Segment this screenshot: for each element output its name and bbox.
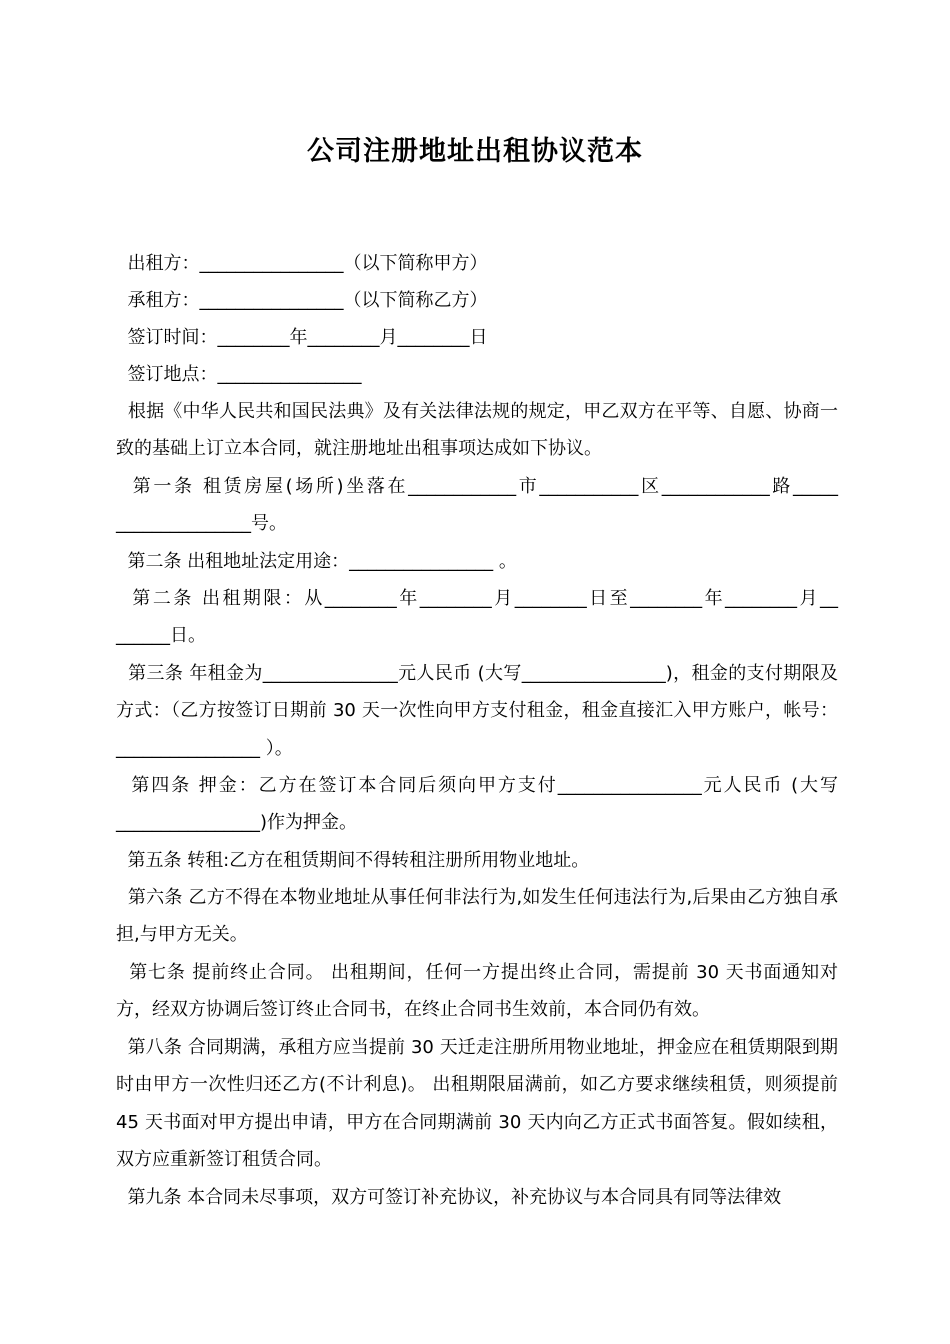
article-5-paragraph: 第五条 转租:乙方在租赁期间不得转租注册所用物业地址。 <box>116 850 590 871</box>
article-4-paragraph: 第四条 押金：乙方在签订本合同后须向甲方支付________________元人民币 (大写________________)作为押金。 <box>116 775 838 834</box>
article-2-use-paragraph: 第二条 出租地址法定用途：________________ 。 <box>116 551 517 572</box>
article-3-paragraph: 第三条 年租金为_______________元人民币 (大写________________)，租金的支付期限及方式：（乙方按签订日期前 30 天一次性向甲方支付租金，租金直接汇入甲方账户，帐号：________________ ）。 <box>116 663 838 759</box>
signing-place-line: 签订地点：________________ <box>116 364 362 385</box>
lessor-line: 出租方：________________（以下简称甲方） <box>116 253 488 274</box>
article-8-paragraph: 第八条 合同期满，承租方应当提前 30 天迁走注册所用物业地址，押金应在租赁期限到期时由甲方一次性归还乙方(不计利息)。 出租期限届满前，如乙方要求继续租赁，则须提前 45 天书面对甲方提出申请，甲方在合同期满前 30 天内向乙方正式书面答复。假如续租，双方应重新签订租赁合同。 <box>116 1037 844 1171</box>
article-6-paragraph: 第六条 乙方不得在本物业地址从事任何非法行为,如发生任何违法行为,后果由乙方独自承担,与甲方无关。 <box>116 887 838 946</box>
article-1-paragraph: 第一条 租赁房屋(场所)坐落在____________市___________区____________路_____ _______________号。 <box>116 476 844 535</box>
lessee-line: 承租方：________________（以下简称乙方） <box>116 290 488 311</box>
document-title: 公司注册地址出租协议范本 <box>307 136 643 167</box>
preamble-paragraph: 根据《中华人民共和国民法典》及有关法律法规的规定，甲乙双方在平等、自愿、协商一致的基础上订立本合同，就注册地址出租事项达成如下协议。 <box>116 401 838 460</box>
article-9-paragraph: 第九条 本合同未尽事项，双方可签订补充协议，补充协议与本合同具有同等法律效 <box>116 1187 782 1208</box>
article-7-paragraph: 第七条 提前终止合同。 出租期间，任何一方提出终止合同，需提前 30 天书面通知对方，经双方协调后签订终止合同书，在终止合同书生效前，本合同仍有效。 <box>116 962 838 1021</box>
signing-date-line: 签订时间：________年________月________日 <box>116 327 488 348</box>
article-2-term-paragraph: 第二条 出租期限：从________年________月________日至________年________月__ ______日。 <box>116 588 844 647</box>
